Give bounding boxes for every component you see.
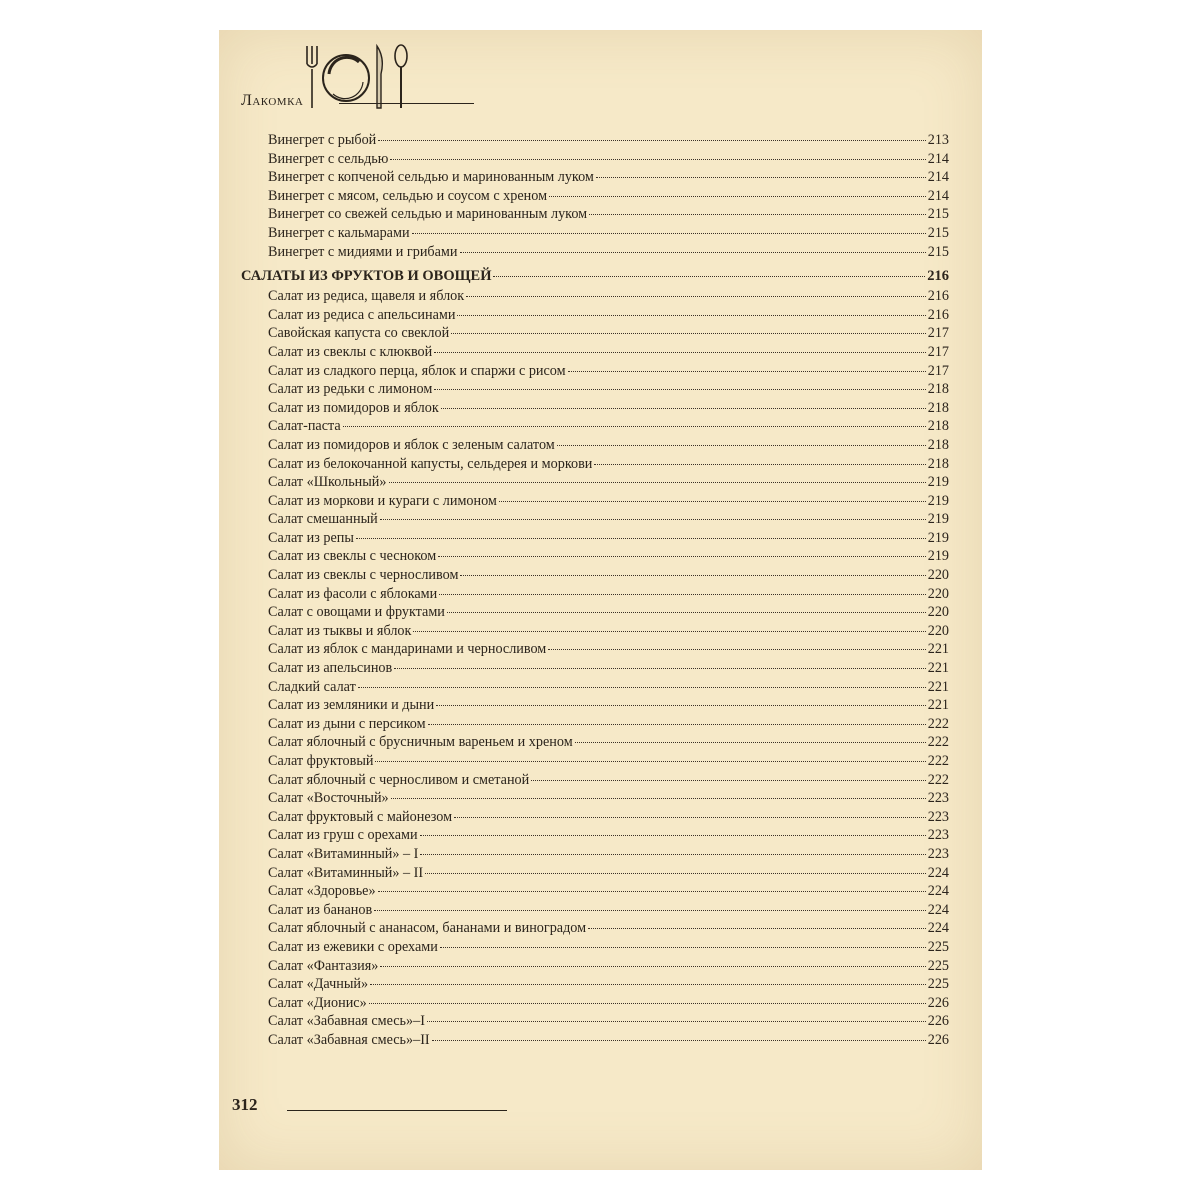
toc-entry-page: 217 — [927, 362, 949, 379]
dot-leader — [369, 1003, 926, 1004]
toc-entry — [241, 380, 949, 399]
dot-leader — [358, 687, 926, 688]
toc-entry — [241, 640, 949, 659]
toc-entry-page: 218 — [927, 399, 949, 416]
dot-leader — [356, 538, 926, 539]
toc-entry-page: 221 — [927, 697, 949, 714]
toc-entry — [241, 492, 949, 511]
toc-entry-title: Салат из апельсинов — [268, 660, 393, 677]
dot-leader — [447, 612, 926, 613]
dot-leader — [457, 315, 925, 316]
toc-entry — [241, 733, 949, 752]
toc-entry — [241, 417, 949, 436]
dot-leader — [436, 705, 926, 706]
toc-entry-title: Салат «Дионис» — [268, 994, 367, 1011]
toc-section-heading — [241, 265, 949, 287]
dot-leader — [439, 594, 925, 595]
toc-entry — [241, 1012, 949, 1031]
toc-entry-page: 223 — [927, 827, 949, 844]
dot-leader — [451, 333, 926, 334]
toc-entry — [241, 224, 949, 243]
book-title: Лакомка — [241, 92, 304, 109]
toc-entry-title: Салат яблочный с ананасом, бананами и виноградом — [268, 920, 587, 937]
toc-entry — [241, 771, 949, 790]
toc-entry — [241, 324, 949, 343]
toc-entry-page: 225 — [927, 938, 949, 955]
dot-leader — [466, 296, 926, 297]
dot-leader — [420, 835, 926, 836]
toc-entry — [241, 399, 949, 418]
toc-entry — [241, 882, 949, 901]
toc-entry-title: Салат яблочный с черносливом и сметаной — [268, 771, 530, 788]
toc-entry-title: Салат из редьки с лимоном — [268, 381, 433, 398]
toc-entry-page: 218 — [927, 381, 949, 398]
dot-leader — [413, 631, 925, 632]
toc-entry-title: Салат «Фантазия» — [268, 957, 379, 974]
dot-leader — [454, 817, 926, 818]
book-page — [219, 30, 982, 1170]
dot-leader — [394, 668, 926, 669]
toc-entry — [241, 603, 949, 622]
toc-entry-title: Салат из яблок с мандаринами и черносливом — [268, 641, 547, 658]
dot-leader — [370, 984, 926, 985]
toc-entry-title: Салат из свеклы с чесноком — [268, 548, 437, 565]
dot-leader — [378, 140, 925, 141]
dot-leader — [594, 464, 925, 465]
dot-leader — [549, 196, 926, 197]
toc-entry-title: Салат из дыни с персиком — [268, 715, 426, 732]
toc-entry — [241, 510, 949, 529]
dot-leader — [378, 891, 926, 892]
toc-entry-title: САЛАТЫ ИЗ ФРУКТОВ И ОВОЩЕЙ — [241, 268, 492, 285]
toc-entry-page: 226 — [927, 1031, 949, 1048]
toc-entry-page: 222 — [927, 734, 949, 751]
toc-entry-page: 220 — [927, 567, 949, 584]
dot-leader — [499, 501, 926, 502]
dot-leader — [343, 426, 926, 427]
dot-leader — [380, 966, 925, 967]
toc-entry-page: 219 — [927, 529, 949, 546]
toc-entry-page: 220 — [927, 622, 949, 639]
toc-entry-title: Винегрет с мясом, сельдью и соусом с хреном — [268, 187, 548, 204]
toc-entry-page: 222 — [927, 753, 949, 769]
toc-entry — [241, 343, 949, 362]
dot-leader — [380, 519, 926, 520]
toc-entry — [241, 789, 949, 808]
toc-entry-page: 218 — [927, 455, 949, 472]
dot-leader — [568, 371, 926, 372]
toc-entry — [241, 696, 949, 715]
toc-entry-page: 219 — [927, 492, 949, 509]
toc-entry-title: Салат с овощами и фруктами — [268, 604, 445, 621]
toc-entry-page: 214 — [927, 169, 949, 186]
toc-entry-page: 225 — [927, 957, 949, 974]
toc-entry — [241, 994, 949, 1013]
toc-entry-title: Салат-паста — [268, 418, 341, 435]
toc-entry — [241, 205, 949, 224]
toc-entry-title: Салат смешанный — [268, 511, 378, 528]
toc-entry-title: Салат из сладкого перца, яблок и спаржи с рисом — [268, 362, 566, 379]
toc-entry-page: 224 — [927, 883, 949, 900]
toc-entry — [241, 715, 949, 734]
toc-entry — [241, 243, 949, 262]
toc-entry-page: 214 — [927, 150, 949, 167]
toc-entry-title: Салат из свеклы с клюквой — [268, 343, 433, 360]
toc-entry-page: 224 — [927, 920, 949, 937]
toc-entry — [241, 901, 949, 920]
toc-entry-title: Салат из репы — [268, 529, 354, 546]
toc-entry — [241, 938, 949, 957]
toc-entry — [241, 622, 949, 641]
toc-entry-title: Салат из тыквы и яблок — [268, 622, 412, 639]
toc-entry-page: 222 — [927, 715, 949, 732]
toc-entry-title: Салат из земляники и дыни — [268, 697, 435, 714]
toc-entry-page: 219 — [927, 548, 949, 565]
table-of-contents — [241, 131, 949, 1050]
toc-entry-title: Салат из свеклы с черносливом — [268, 567, 459, 584]
dot-leader — [412, 233, 926, 234]
toc-entry-page: 226 — [927, 994, 949, 1011]
toc-entry-title: Савойская капуста со свеклой — [268, 325, 450, 342]
toc-entry-title: Салат «Школьный» — [268, 474, 387, 491]
toc-entry-page: 221 — [927, 678, 949, 695]
dot-leader — [596, 177, 926, 178]
dot-leader — [420, 854, 925, 855]
toc-entry-page: 215 — [927, 243, 949, 260]
toc-entry — [241, 975, 949, 994]
toc-entry-page: 218 — [927, 436, 949, 453]
dot-leader — [425, 873, 926, 874]
toc-entry-title: Салат «Забавная смесь»–II — [268, 1031, 430, 1048]
toc-entry — [241, 547, 949, 566]
toc-entry — [241, 1031, 949, 1050]
dot-leader — [438, 556, 925, 557]
toc-entry-title: Салат яблочный с брусничным вареньем и хреном — [268, 734, 573, 751]
toc-entry-title: Винегрет с мидиями и грибами — [268, 243, 458, 260]
dot-leader — [374, 910, 926, 911]
toc-entry-title: Салат из ежевики с орехами — [268, 938, 438, 955]
dot-leader — [432, 1040, 926, 1041]
toc-entry-title: Салат «Забавная смесь»–I — [268, 1013, 425, 1030]
toc-entry-page: 219 — [927, 511, 949, 528]
toc-entry-title: Салат «Дачный» — [268, 976, 369, 993]
dot-leader — [460, 575, 925, 576]
toc-entry-title: Салат «Витаминный» – I — [268, 845, 419, 862]
toc-entry-page: 223 — [927, 790, 949, 807]
cutlery-plate-icon — [301, 38, 441, 113]
toc-entry-title: Салат из бананов — [268, 901, 373, 918]
toc-entry — [241, 306, 949, 325]
toc-entry-title: Салат «Здоровье» — [268, 883, 376, 900]
toc-entry — [241, 585, 949, 604]
toc-entry-page: 221 — [927, 660, 949, 677]
toc-entry — [241, 957, 949, 976]
toc-entry — [241, 131, 949, 150]
toc-entry-title: Винегрет с сельдью — [268, 150, 389, 167]
dot-leader — [589, 214, 926, 215]
toc-entry — [241, 187, 949, 206]
toc-entry-page: 226 — [927, 1013, 949, 1030]
toc-entry-page: 217 — [927, 325, 949, 342]
toc-entry-title: Салат из моркови и кураги с лимоном — [268, 492, 497, 509]
dot-leader — [557, 445, 926, 446]
toc-entry-page: 217 — [927, 343, 949, 360]
toc-entry-title: Салат «Витаминный» – II — [268, 864, 424, 881]
toc-entry-page: 214 — [927, 187, 949, 204]
toc-entry — [241, 826, 949, 845]
dot-leader — [390, 159, 925, 160]
dot-leader — [548, 649, 925, 650]
dot-leader — [493, 276, 925, 277]
toc-entry-title: Салат из помидоров и яблок с зеленым салатом — [268, 436, 555, 453]
toc-entry-page: 213 — [927, 132, 949, 148]
toc-entry-title: Салат фруктовый с майонезом — [268, 808, 453, 825]
toc-entry — [241, 919, 949, 938]
toc-entry-page: 218 — [927, 418, 949, 435]
page-number: 312 — [232, 1095, 258, 1114]
toc-entry-title: Салат из белокочанной капусты, сельдерея и моркови — [268, 455, 593, 472]
toc-entry — [241, 566, 949, 585]
header-rule — [339, 103, 474, 104]
toc-entry — [241, 864, 949, 883]
toc-entry — [241, 168, 949, 187]
toc-entry — [241, 659, 949, 678]
toc-entry — [241, 808, 949, 827]
dot-leader — [389, 482, 926, 483]
toc-entry — [241, 529, 949, 548]
toc-entry — [241, 845, 949, 864]
toc-entry — [241, 362, 949, 381]
toc-entry-title: Салат из помидоров и яблок — [268, 399, 439, 416]
dot-leader — [575, 742, 926, 743]
toc-entry — [241, 752, 949, 771]
toc-entry-title: Винегрет с копченой сельдью и маринованным луком — [268, 169, 594, 186]
toc-entry-page: 216 — [927, 306, 949, 323]
toc-entry-title: Салат «Восточный» — [268, 790, 389, 807]
toc-entry-title: Салат из редиса с апельсинами — [268, 306, 456, 323]
toc-entry — [241, 473, 949, 492]
dot-leader — [460, 252, 926, 253]
toc-entry-page: 216 — [927, 288, 949, 305]
dot-leader — [441, 408, 926, 409]
toc-entry-title: Сладкий салат — [268, 678, 356, 695]
dot-leader — [427, 1021, 926, 1022]
toc-entry-title: Салат из редиса, щавеля и яблок — [268, 288, 465, 305]
toc-entry-page: 224 — [927, 901, 949, 918]
dot-leader — [588, 928, 926, 929]
dot-leader — [434, 389, 925, 390]
footer-rule — [287, 1110, 507, 1111]
toc-entry-title: Салат фруктовый — [268, 753, 374, 769]
dot-leader — [440, 947, 926, 948]
dot-leader — [434, 352, 925, 353]
toc-entry-title: Винегрет с кальмарами — [268, 224, 410, 241]
toc-entry-page: 216 — [927, 268, 949, 285]
toc-entry-title: Винегрет со свежей сельдью и маринованным луком — [268, 206, 588, 223]
toc-entry-page: 223 — [927, 808, 949, 825]
dot-leader — [531, 780, 925, 781]
toc-entry-title: Салат из фасоли с яблоками — [268, 585, 438, 602]
toc-entry-page: 220 — [927, 585, 949, 602]
toc-entry-page: 215 — [927, 206, 949, 223]
toc-entry-page: 225 — [927, 976, 949, 993]
toc-entry-page: 219 — [927, 474, 949, 491]
toc-entry — [241, 287, 949, 306]
toc-entry — [241, 678, 949, 697]
toc-entry-page: 224 — [927, 864, 949, 881]
toc-entry-page: 215 — [927, 224, 949, 241]
toc-entry-page: 221 — [927, 641, 949, 658]
toc-entry — [241, 455, 949, 474]
dot-leader — [428, 724, 926, 725]
toc-entry — [241, 436, 949, 455]
toc-entry-page: 222 — [927, 771, 949, 788]
toc-entry — [241, 150, 949, 169]
dot-leader — [391, 798, 926, 799]
toc-entry-title: Салат из груш с орехами — [268, 827, 418, 844]
toc-entry-title: Винегрет с рыбой — [268, 132, 377, 148]
toc-entry-page: 223 — [927, 845, 949, 862]
toc-entry-page: 220 — [927, 604, 949, 621]
dot-leader — [375, 761, 925, 762]
